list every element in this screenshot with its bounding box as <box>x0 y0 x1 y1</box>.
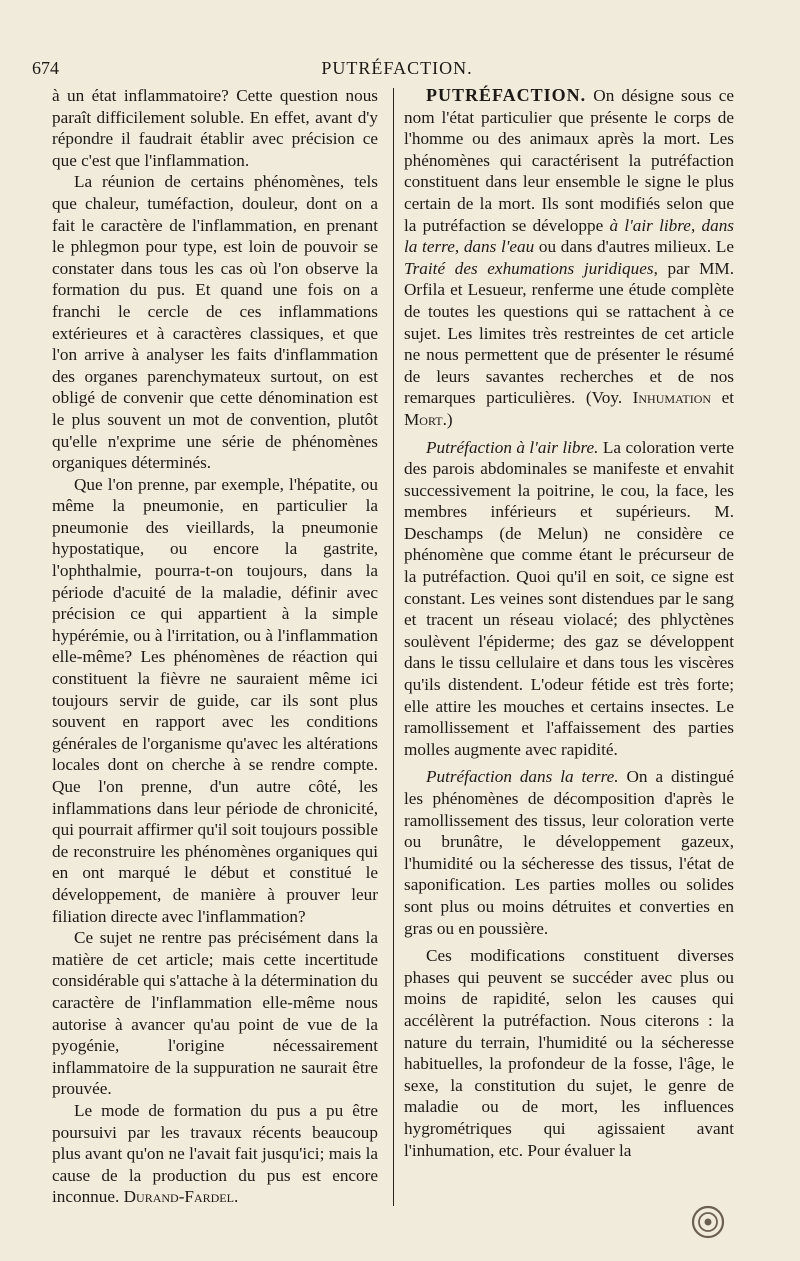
paragraph-text: ou dans d'autres milieux. Le <box>534 237 734 257</box>
paragraph-text: La coloration verte des parois abdominales se manifeste et envahit successivement la poitrine, le cou, la face, les membres inférieurs et supérieurs. M. Deschamps (de Melun) ne considère ce phénomène que comme étant le précurseur de la putréfaction. Quoi qu'il en soit, ce signe est constant. Les veines sont distendues par le sang et tracent un réseau violacé; des phlyctènes soulèvent l'épiderme; des gaz se développent dans le tissu cellulaire et dans tous les viscères qu'ils distendent. L'odeur fétide est très forte; elle attire les mouches et certains insectes. Le ramollissement et l'affaissement des parties molles augmente avec rapidité. <box>404 437 734 759</box>
paragraph <box>404 437 734 761</box>
paragraph-text: à un état inflammatoire? Cette question nous paraît difficilement soluble. En effet, avant d'y répondre il faudrait établir avec précision ce que c'est que l'inflammation. <box>52 86 378 170</box>
paragraph-text: et <box>711 388 734 408</box>
paragraph <box>52 474 378 927</box>
paragraph <box>52 1100 378 1208</box>
library-stamp-icon <box>690 1204 726 1240</box>
paragraph <box>404 945 734 1161</box>
styled-text-sc: Mort <box>404 409 443 429</box>
paragraph-text: .) <box>442 409 453 429</box>
styled-text-it: dans la terre <box>404 215 734 257</box>
paragraph-text: , <box>690 215 702 235</box>
left-column <box>52 85 378 1208</box>
paragraph-text: Le mode de formation du pus a pu être poursuivi par les travaux récents beaucoup plus avant qu'on ne l'avait fait jusqu'ici; mais la cause de la production du pus est encore inconnue. <box>52 1100 378 1207</box>
styled-text-it: à l'air libre <box>609 215 691 235</box>
paragraph-text: On désigne sous ce nom l'état particulier que présente le corps de l'homme ou des animaux après la mort. Les phénomènes qui caractérisent la putréfaction constituent dans leur ensemble le signe le plus certain de la mort. Ils sont modifiés selon que la putréfaction se développe <box>404 86 734 235</box>
styled-text-it: Putréfaction à l'air libre. <box>426 437 599 457</box>
paragraph-text: On a distingué les phénomènes de décomposition d'après le ramollissement des tissus, leur coloration verte ou brunâtre, le développement gazeux, l'humidité ou la sécheresse des tissus, l'état de saponification. Les parties molles ou solides sont plus ou moins détruites et converties en gras ou en poussière. <box>404 767 735 938</box>
styled-text-sc: Inhumation <box>632 388 712 408</box>
styled-text-it: Putréfaction dans la terre. <box>426 767 619 787</box>
styled-text-it: Traité des exhumations juridiques <box>404 258 654 278</box>
paragraph <box>404 85 734 431</box>
paragraph-text: Que l'on prenne, par exemple, l'hépatite, ou même la pneumonie, en particulier la pneumonie des vieillards, la pneumonie hypostatique, ou encore la gastrite, l'ophthalmie, pourra-t-on toujours, dans la période d'acuité de la maladie, définir avec précision ce qui appartient à la simple hypérémie, ou à l'irritation, ou à l'inflammation elle-même? Les phénomènes de réaction qui constituent la fièvre ne sauraient même ici toujours servir de guide, car ils sont plus souvent en rapport avec les conditions générales de l'organisme qu'avec les altérations locales dont on cherche à se rendre compte. Que l'on prenne, d'un autre côté, les inflammations dans leur période de chronicité, qui pourrait affirmer qu'il soit toujours possible de reconstruire les phénomènes organiques qui en ont marqué le début et constitué le développement, de manière à prouver leur filiation directe avec l'inflammation? <box>52 474 378 926</box>
styled-text-title-bold: PUTRÉFACTION. <box>426 85 587 105</box>
column-divider <box>393 88 394 1206</box>
styled-text-sc: Durand-Fardel. <box>123 1187 239 1207</box>
paragraph-text: La réunion de certains phénomènes, tels que chaleur, tuméfaction, douleur, dont on a fait le caractère de l'inflammation, en prenant le phlegmon pour type, est loin de pouvoir se constater dans tous les cas où l'on observe la formation du pus. Et quand une fois on a franchi le cercle de ces inflammations extérieures et à caractères classiques, et que l'on arrive à analyser les faits d'inflammation des organes parenchymateux surtout, on est obligé de convenir que cette dénomination est le plus souvent un mot de convention, plutôt qu'elle n'exprime une série de phénomènes organiques déterminés. <box>52 172 378 473</box>
paragraph-text: Ces modifications constituent diverses phases qui peuvent se succéder avec plus ou moins de rapidité, selon les causes qui accélèrent la putréfaction. Nous citerons : la nature du terrain, l'humidité ou la sécheresse habituelles, la profondeur de la fosse, l'âge, le sexe, la constitution du sujet, le genre de maladie ou de mort, les influences hygrométriques qui agissaient avant l'inhumation, etc. Pour évaluer la <box>404 946 734 1160</box>
styled-text-it: dans l'eau <box>463 237 535 257</box>
page-header <box>32 58 762 82</box>
paragraph-text: , par MM. Orfila et Lesueur, renferme une étude complète de toutes les questions qui se rattachent à ce sujet. Les limites très restreintes de cet article ne nous permettent que de présenter le résumé de leurs savantes recherches et de nos remarques particulières. (Voy. <box>404 258 734 408</box>
running-title: PUTRÉFACTION. <box>321 58 473 78</box>
paragraph <box>404 766 734 939</box>
right-column <box>404 85 734 1161</box>
paragraph <box>52 85 378 171</box>
paragraph-text: , <box>454 237 464 257</box>
page-number: 674 <box>32 58 59 78</box>
paragraph-text: Ce sujet ne rentre pas précisément dans la matière de cet article; mais cette incertitude considérable qui s'attache à la détermination du caractère de l'inflammation elle-même nous autorise à avancer qu'au point de vue de la pyogénie, l'origine nécessairement inflammatoire de la suppuration ne saurait être prouvée. <box>52 928 378 1099</box>
paragraph <box>52 927 378 1100</box>
paragraph <box>52 171 378 473</box>
